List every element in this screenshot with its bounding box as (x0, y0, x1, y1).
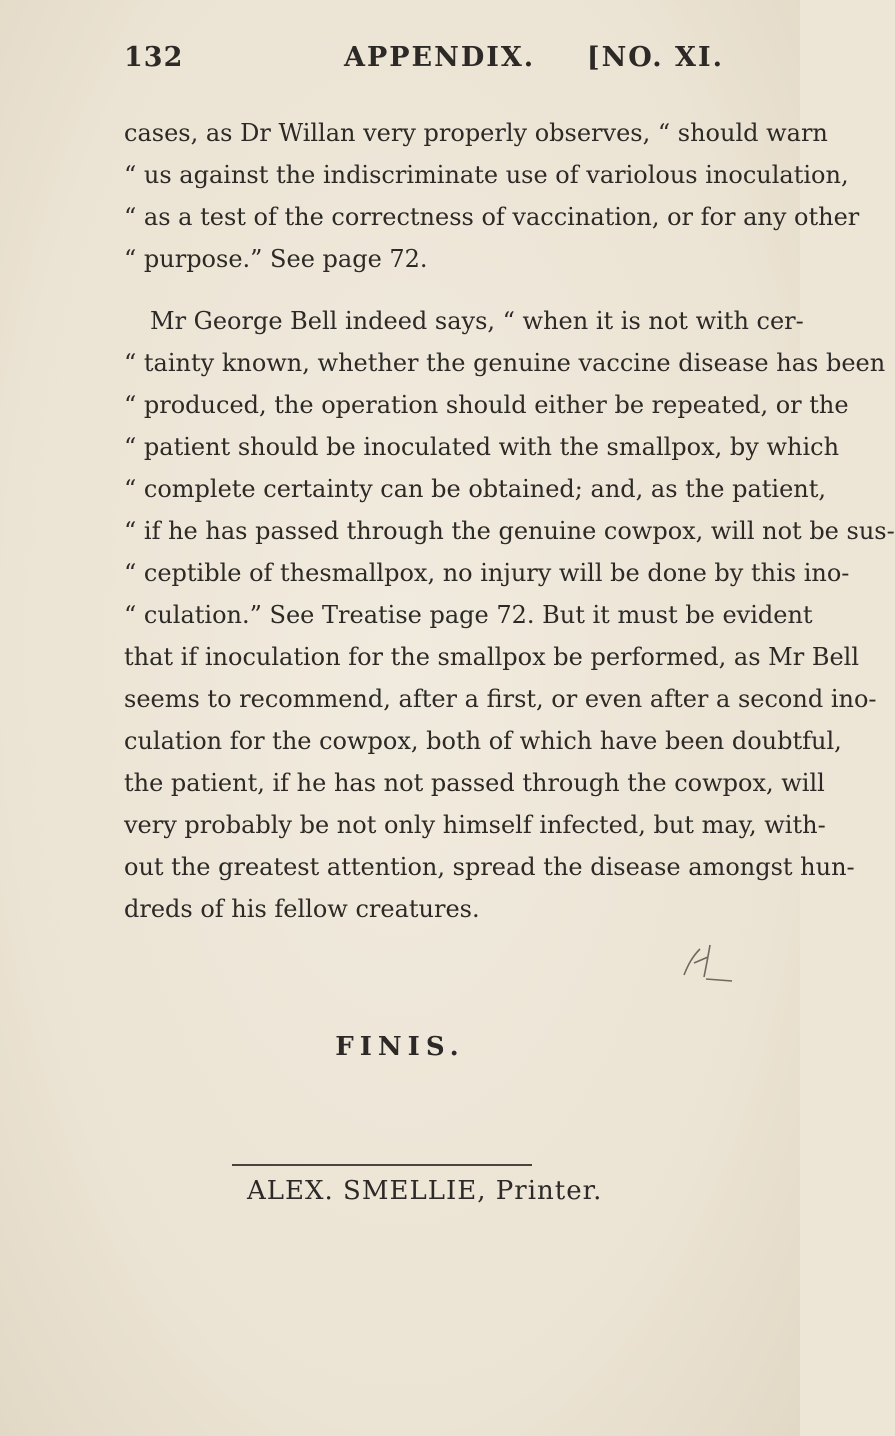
text-line: “ complete certainty can be obtained; and, as the patient, (124, 475, 827, 503)
text-line: “ us against the indiscriminate use of variolous inoculation, (124, 161, 849, 189)
ink-scribble-mark (670, 935, 740, 985)
text-line: seems to recommend, after a first, or even after a second ino- (124, 685, 877, 713)
text-line: the patient, if he has not passed through the cowpox, will (124, 769, 825, 797)
imprint-rule (232, 1164, 532, 1166)
text-line: “ patient should be inoculated with the smallpox, by which (124, 433, 840, 461)
text-line: “ purpose.” See page 72. (124, 245, 428, 273)
text-line: “ culation.” See Treatise page 72. But it must be evident (124, 601, 813, 629)
text-line: cases, as Dr Willan very properly observes, “ should warn (124, 119, 828, 147)
text-line: culation for the cowpox, both of which have been doubtful, (124, 727, 842, 755)
page-number: 132 (124, 42, 184, 73)
text-line: out the greatest attention, spread the disease amongst hun- (124, 853, 855, 881)
text-line: “ if he has passed through the genuine cowpox, will not be sus- (124, 517, 895, 545)
text-line: “ tainty known, whether the genuine vaccine disease has been (124, 349, 886, 377)
text-line: dreds of his fellow creatures. (124, 895, 480, 923)
text-line: “ produced, the operation should either be repeated, or the (124, 391, 849, 419)
printer-imprint: ALEX. SMELLIE, Printer. (247, 1176, 603, 1206)
running-title: APPENDIX. (344, 42, 536, 73)
running-header (124, 42, 724, 82)
text-line: “ as a test of the correctness of vaccination, or for any other (124, 203, 860, 231)
finis-heading: FINIS. (335, 1032, 465, 1062)
text-line: “ ceptible of thesmallpox, no injury will be done by this ino- (124, 559, 850, 587)
text-line: Mr George Bell indeed says, “ when it is not with cer- (150, 307, 804, 335)
text-line: very probably be not only himself infected, but may, with- (124, 811, 826, 839)
text-line: that if inoculation for the smallpox be performed, as Mr Bell (124, 643, 860, 671)
section-number: [NO. XI. (586, 42, 724, 73)
